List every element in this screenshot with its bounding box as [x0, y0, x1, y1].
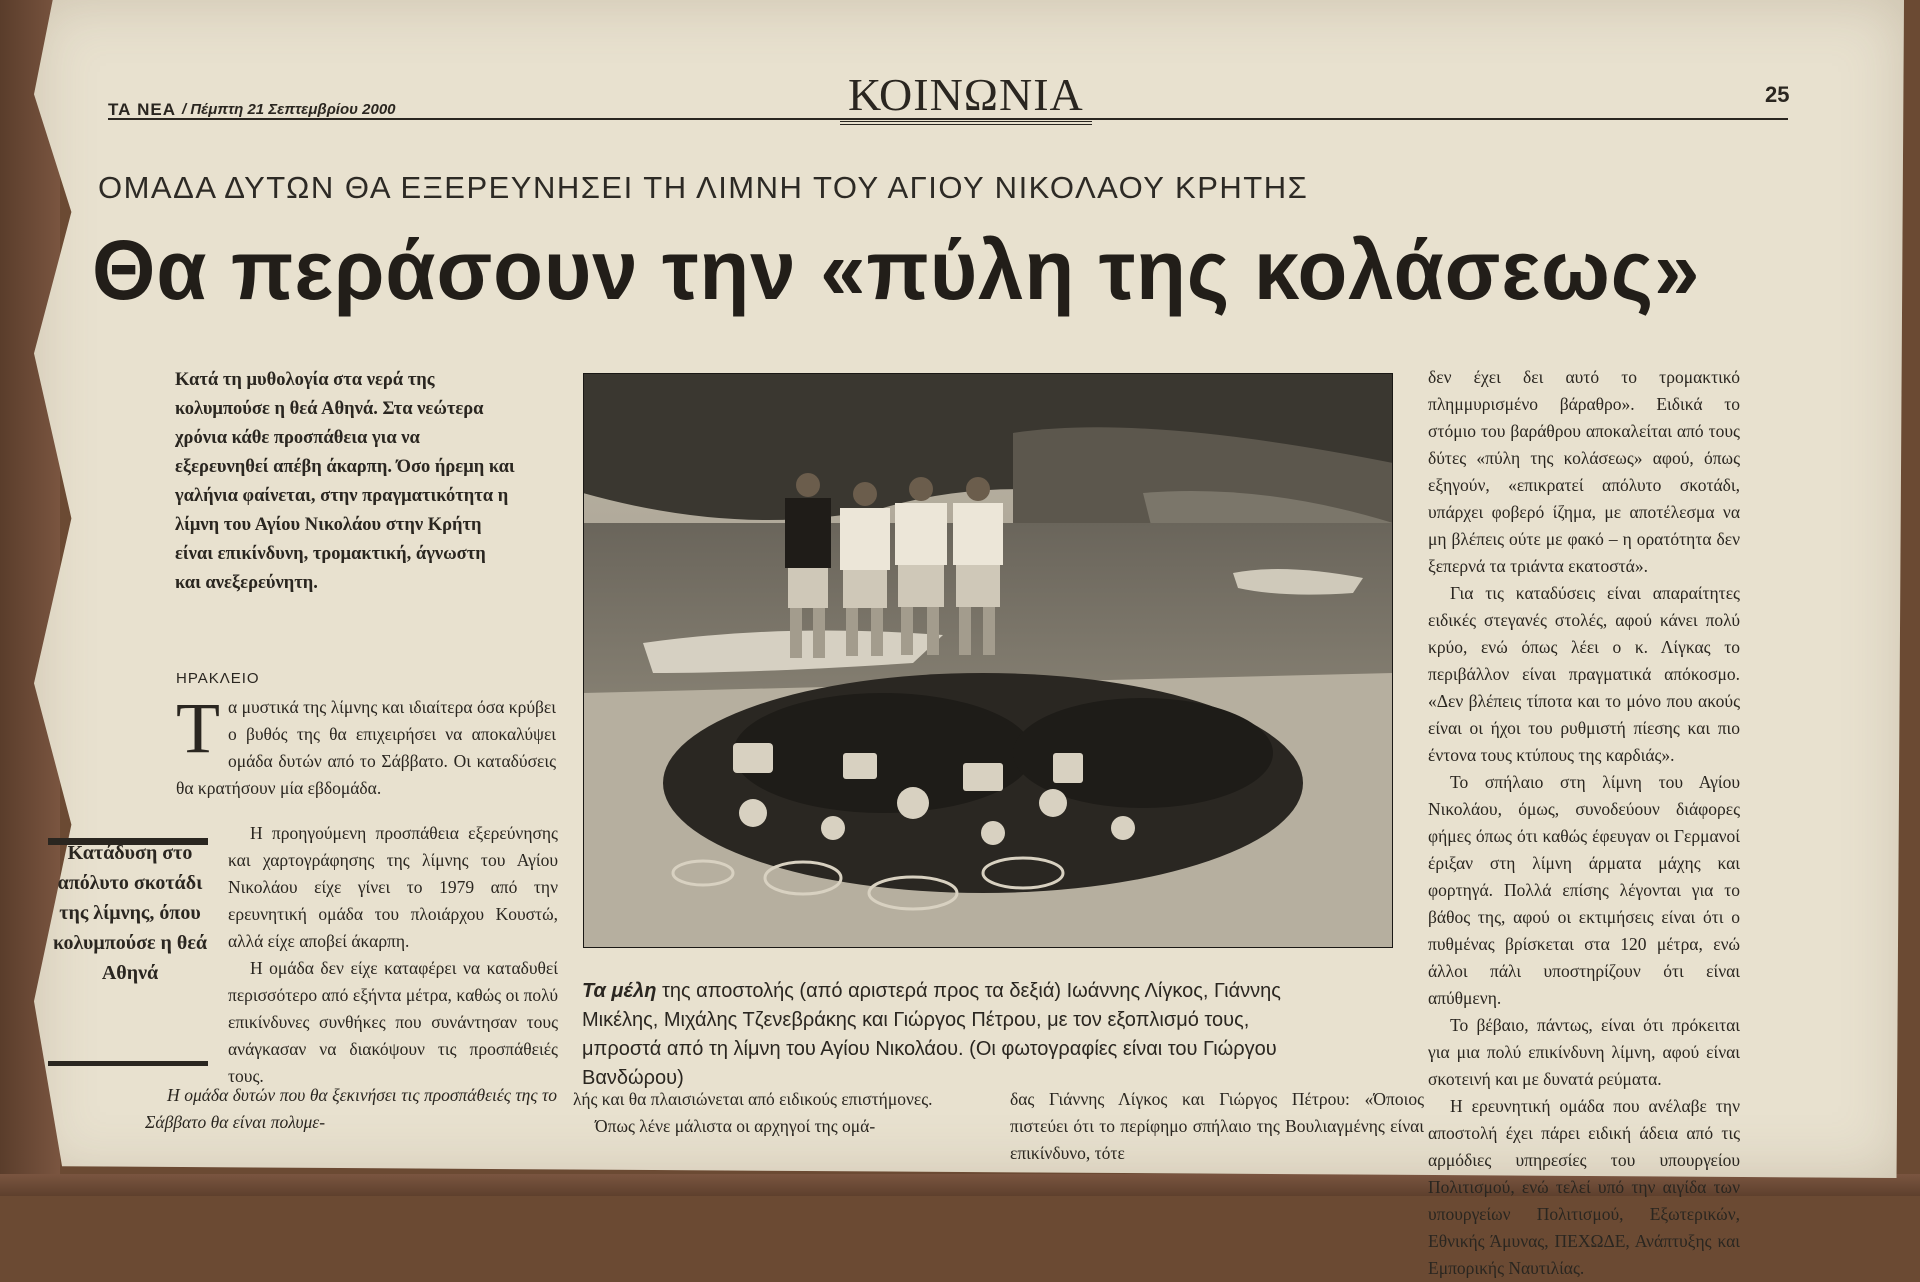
drop-cap: Τ — [176, 688, 220, 768]
photo-caption — [582, 977, 1282, 1093]
column-1-continued — [228, 820, 558, 1090]
column-3-paragraph: δας Γιάννης Λίγκος και Γιώργος Πέτρου: «Όποιος πιστεύει ότι το περίφημο σπήλαιο της Βουλιαγμένης είναι επικίνδυνο, τότε — [1010, 1089, 1424, 1163]
column-4-paragraph-4: Το βέβαιο, πάντως, είναι ότι πρόκειται για μια πολύ επικίνδυνη λίμνη, αφού είναι σκοτεινή και με δυνατά ρεύματα. — [1428, 1015, 1740, 1089]
article-headline: Θα περάσουν την «πύλη της κολάσεως» — [92, 223, 1701, 317]
column-4-paragraph-2: Για τις καταδύσεις είναι απαραίτητες ειδικές στεγανές στολές, αφού κάνει πολύ κρύο, ενώ όπως λέει ο κ. Λίγκας το περιβάλλον είναι πραγματικά απόκοσμο. «Δεν βλέπεις τίποτα και το μόνο που ακούς είναι οι ήχοι του ρυθμιστή πίεσης και πιο έντονα τους κτύπους της καρδιάς». — [1428, 583, 1740, 765]
column-4-paragraph-1: δεν έχει δει αυτό το τρομακτικό πλημμυρισμένο βάραθρο». Ειδικά το στόμιο του βαράθρου αποκαλείται από τους δύτες «πύλη της κολάσεως» αφού, όπως εξηγούν, «επικρατεί απόλυτο σκοτάδι, υπάρχει φοβερό ίζημα, με αποτέλεσμα να μη βλέπεις ούτε με φακό – η ορατότητα δεν ξεπερνά τα τριάντα εκατοστά». — [1428, 367, 1740, 576]
column-1-paragraph — [176, 688, 556, 802]
column-1-end — [145, 1082, 557, 1136]
column-3 — [1010, 1086, 1424, 1167]
article-kicker: ΟΜΑΔΑ ΔΥΤΩΝ ΘΑ ΕΞΕΡΕΥΝΗΣΕΙ ΤΗ ΛΙΜΝΗ ΤΟΥ ΑΓΙΟΥ ΝΙΚΟΛΑΟΥ ΚΡΗΤΗΣ — [98, 170, 1309, 205]
page-number: 25 — [1765, 82, 1790, 107]
photo-illustration — [583, 373, 1393, 948]
dateline: ΗΡΑΚΛΕΙΟ — [176, 670, 260, 687]
column-4-paragraph-3: Το σπήλαιο στη λίμνη του Αγίου Νικολάου, όμως, συνοδεύουν διάφορες φήμες όπως ότι καθώς έφευγαν οι Γερμανοί έριξαν στη λίμνη άρματα μάχης και φορτηγά. Πολλά επίσης λέγονται για το βάθος της, αφού οι εκτιμήσεις είναι ότι ο πυθμένας βρίσκεται στα 120 μέτρα, ενώ άλλοι πάλι υποστηρίζουν ότι είναι απύθμενη. — [1428, 772, 1740, 1008]
column-1-paragraph-4: Η ομάδα δυτών που θα ξεκινήσει τις προσπάθειές της το Σάββατο θα είναι πολυμε- — [145, 1085, 557, 1132]
column-2-paragraph-2: Όπως λένε μάλιστα οι αρχηγοί της ομά- — [595, 1116, 876, 1136]
column-1 — [176, 688, 556, 802]
pullquote: Κατάδυση στο απόλυτο σκοτάδι της λίμνης, όπου κολυμπούσε η θεά Αθηνά — [52, 842, 208, 984]
header-rule — [108, 118, 1788, 120]
column-2-paragraph: λής και θα πλαισιώνεται από ειδικούς επιστήμονες. — [573, 1089, 933, 1109]
column-1-paragraph-2: Η προηγούμενη προσπάθεια εξερεύνησης και χαρτογράφησης της λίμνης του Αγίου Νικολάου είχε γίνει το 1979 από την ερευνητική ομάδα του πλοιάρχου Κουστώ, αλλά είχε αποβεί άκαρπη. — [228, 823, 558, 951]
pullquote-rule-bottom — [48, 1061, 208, 1066]
expedition-photo — [583, 373, 1393, 948]
column-1-first-text: α μυστικά της λίμνης και ιδιαίτερα όσα κρύβει ο βυθός της θα επιχειρήσει να αποκαλύψει ομάδα δυτών από το Σάββατο. Οι καταδύσεις θα κρατήσουν μία εβδομάδα. — [176, 697, 556, 798]
issue-date: / Πέμπτη 21 Σεπτεμβρίου 2000 — [182, 101, 396, 118]
column-4-paragraph-5: Η ερευνητική ομάδα που ανέλαβε την αποστολή έχει πάρει ειδική άδεια από τις αρμόδιες υπηρεσίες του υπουργείου Πολιτισμού, ενώ τελεί υπό την αιγίδα των υπουργείων Πολιτισμού, Εξωτερικών, Εθνικής Άμυνας, ΠΕΧΩΔΕ, Ανάπτυξης και Εμπορικής Ναυτιλίας. — [1428, 1096, 1740, 1278]
newspaper-brand: ΤΑ ΝΕΑ — [108, 100, 177, 119]
column-2 — [573, 1086, 949, 1140]
caption-lead: Τα μέλη — [582, 980, 657, 1002]
section-title: ΚΟΙΝΩΝΙΑ — [840, 68, 1092, 125]
column-4 — [1428, 364, 1740, 1282]
column-1-paragraph-3: Η ομάδα δεν είχε καταφέρει να καταδυθεί περισσότερο από εξήντα μέτρα, καθώς οι πολύ επικίνδυνες συνθήκες που συνάντησαν τους ανάγκασαν να διακόψουν τις προσπάθειές τους. — [228, 958, 558, 1086]
article-lead — [175, 366, 515, 598]
lead-text: Κατά τη μυθολογία στα νερά της κολυμπούσε η θεά Αθηνά. Στα νεώτερα χρόνια κάθε προσπάθεια για να εξερευνηθεί απέβη άκαρπη. Όσο ήρεμη και γαλήνια φαίνεται, στην πραγματικότητα η λίμνη του Αγίου Νικολάου στην Κρήτη είναι επικίνδυνη, τρομακτική, άγνωστη και ανεξερεύνητη. — [175, 370, 515, 593]
caption-text: της αποστολής (από αριστερά προς τα δεξιά) Ιωάννης Λίγκος, Γιάννης Μικέλης, Μιχάλης Τζενεβράκης και Γιώργος Πέτρου, με τον εξοπλισμό τους, μπροστά από τη λίμνη του Αγίου Νικολάου. (Οι φωτογραφίες είναι του Γιώργου Βανδώρου) — [582, 980, 1281, 1089]
